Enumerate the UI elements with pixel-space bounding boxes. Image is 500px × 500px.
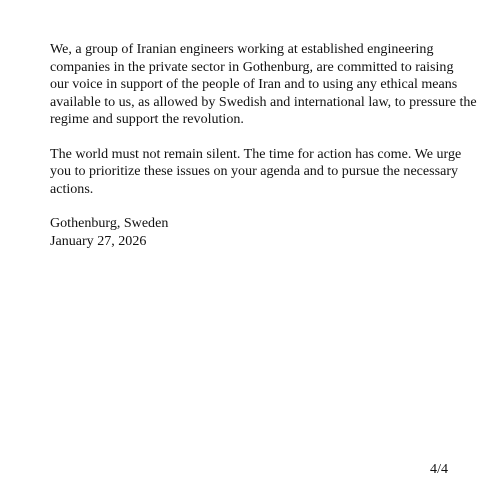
letter-body	[50, 41, 477, 250]
text-line: our voice in support of the people of Iran and to using any ethical means	[50, 76, 458, 92]
paragraph-call-to-action	[50, 146, 474, 199]
text-line: actions.	[50, 180, 94, 197]
paragraph-commitment	[50, 41, 477, 129]
signature-date: January 27, 2026	[50, 232, 147, 249]
page-number: 4/4	[430, 461, 448, 477]
text-line: regime and support the revolution.	[50, 111, 244, 127]
text-line: available to us, as allowed by Swedish and international law, to pressure the	[50, 93, 477, 110]
signature-block	[50, 215, 474, 250]
text-line: you to prioritize these issues on your agenda and to pursue the necessary	[50, 163, 459, 179]
text-line: companies in the private sector in Gothenburg, are committed to raising	[50, 58, 454, 75]
text-line: The world must not remain silent. The time for action has come. We urge	[50, 145, 462, 162]
signature-location: Gothenburg, Sweden	[50, 215, 169, 231]
text-line: We, a group of Iranian engineers working at established engineering	[50, 41, 434, 57]
